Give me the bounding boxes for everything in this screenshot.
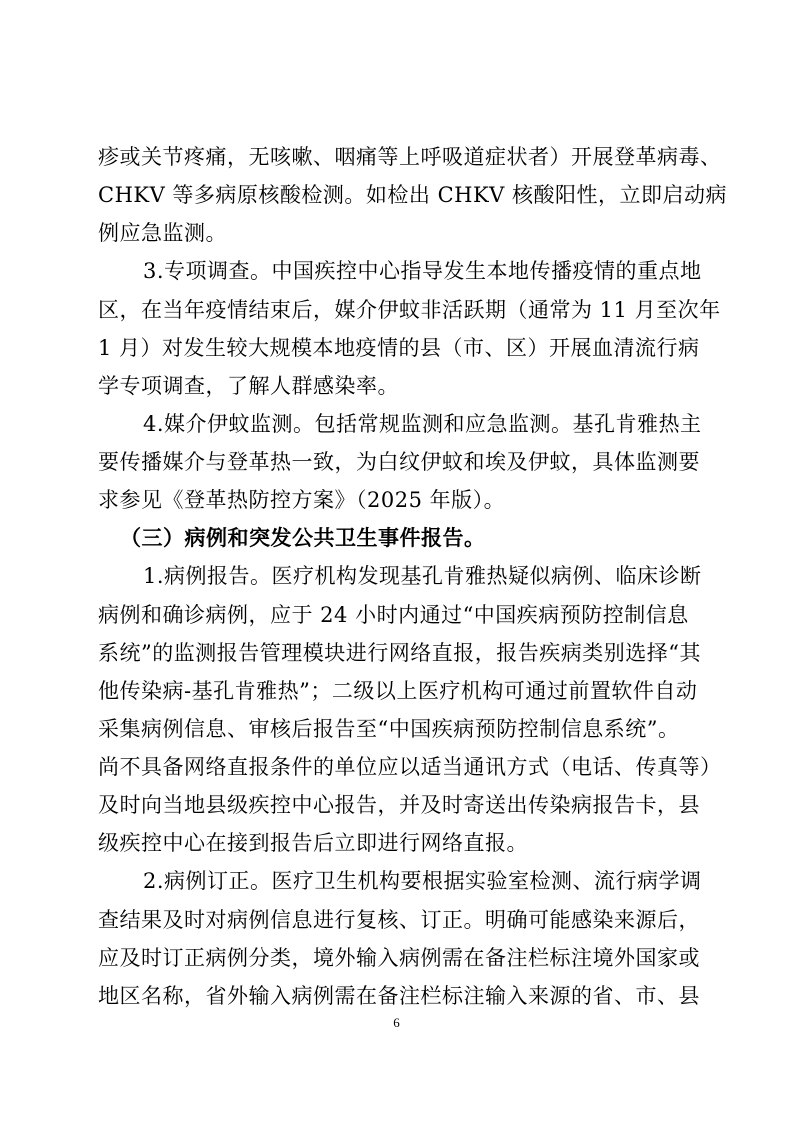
section-2-case-correction: 2.病例订正。医疗卫生机构要根据实验室检测、流行病学调 bbox=[143, 869, 702, 893]
body-text-line: 查结果及时对病例信息进行复核、订正。明确可能感染来源后， bbox=[98, 908, 700, 932]
body-text-line: 1 月）对发生较大规模本地疫情的县（市、区）开展血清流行病 bbox=[98, 336, 700, 360]
body-text-line: 尚不具备网络直报条件的单位应以适当通讯方式（电话、传真等） bbox=[98, 755, 722, 779]
body-text-line: CHKV 等多病原核酸检测。如检出 CHKV 核酸阳性，立即启动病 bbox=[98, 183, 727, 207]
page-number: 6 bbox=[393, 1015, 400, 1030]
body-text-line: 疹或关节疼痛，无咳嗽、咽痛等上呼吸道症状者）开展登革病毒、 bbox=[98, 145, 722, 169]
body-text-line: 区，在当年疫情结束后，媒介伊蚊非活跃期（通常为 11 月至次年 bbox=[98, 298, 721, 322]
body-text-line: 学专项调查，了解人群感染率。 bbox=[98, 374, 399, 398]
body-text-line: 地区名称，省外输入病例需在备注栏标注输入来源的省、市、县 bbox=[98, 984, 700, 1008]
body-text-line: 求参见《登革热防控方案》（2025 年版）。 bbox=[98, 488, 506, 512]
body-text-line: 病例和确诊病例，应于 24 小时内通过“中国疾病预防控制信息 bbox=[98, 603, 689, 627]
body-text-line: 例应急监测。 bbox=[98, 221, 227, 245]
section-1-case-report: 1.病例报告。医疗机构发现基孔肯雅热疑似病例、临床诊断 bbox=[143, 564, 702, 588]
section-3-special-survey: 3.专项调查。中国疾控中心指导发生本地传播疫情的重点地 bbox=[143, 259, 702, 283]
body-text-line: 要传播媒介与登革热一致，为白纹伊蚊和埃及伊蚊，具体监测要 bbox=[98, 450, 700, 474]
body-text-line: 级疾控中心在接到报告后立即进行网络直报。 bbox=[98, 831, 528, 855]
section-4-mosquito-monitoring: 4.媒介伊蚊监测。包括常规监测和应急监测。基孔肯雅热主 bbox=[143, 412, 702, 436]
body-text-line: 他传染病-基孔肯雅热”；二级以上医疗机构可通过前置软件自动 bbox=[98, 679, 698, 703]
body-text-line: 应及时订正病例分类，境外输入病例需在备注栏标注境外国家或 bbox=[98, 946, 700, 970]
body-text-line: 系统”的监测报告管理模块进行网络直报，报告疾病类别选择“其 bbox=[98, 641, 701, 665]
body-text-line: 及时向当地县级疾控中心报告，并及时寄送出传染病报告卡，县 bbox=[98, 793, 700, 817]
body-text-line: 采集病例信息、审核后报告至“中国疾病预防控制信息系统”。 bbox=[98, 717, 680, 741]
section-heading-case-reporting: （三）病例和突发公共卫生事件报告。 bbox=[120, 525, 486, 550]
